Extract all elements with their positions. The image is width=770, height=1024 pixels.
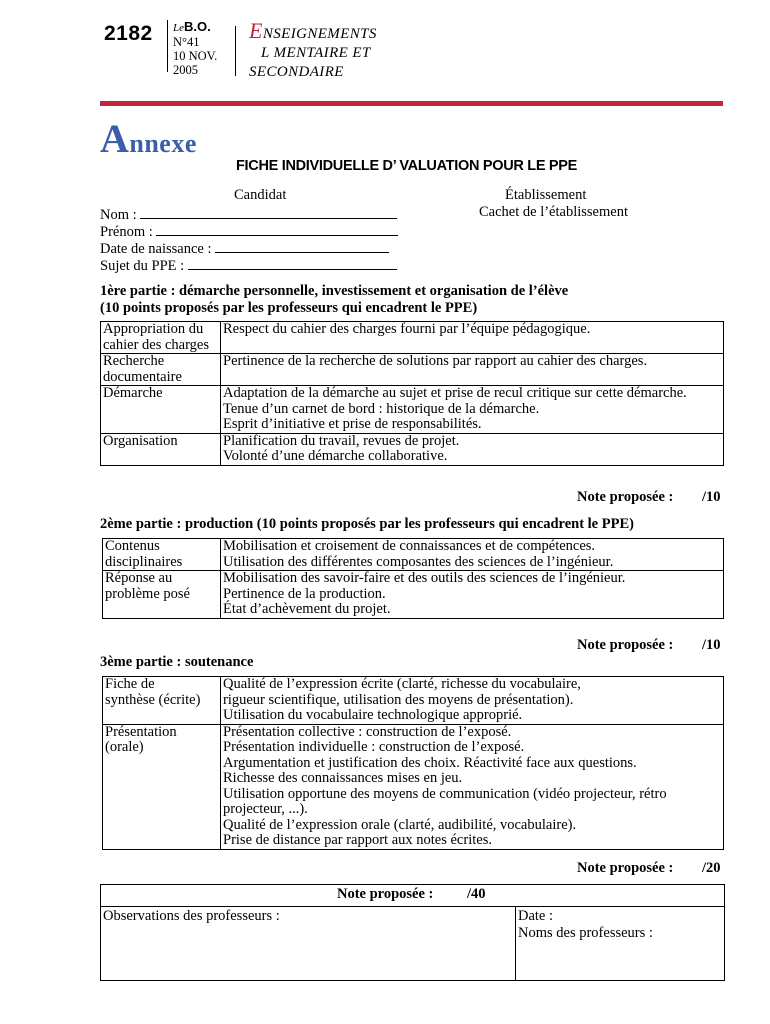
header-divider-2 bbox=[235, 26, 236, 76]
table-row bbox=[103, 539, 724, 571]
table-row bbox=[101, 354, 724, 386]
table-row bbox=[101, 386, 724, 434]
part1-note-label: Note proposée : bbox=[577, 489, 674, 505]
annexe-rest: nnexe bbox=[129, 129, 197, 158]
field-sujet-line[interactable] bbox=[188, 256, 397, 270]
criterion-label: Fiche de synthèse (écrite) bbox=[103, 677, 221, 725]
field-prenom-line[interactable] bbox=[156, 222, 398, 236]
observations-label: Observations des professeurs : bbox=[103, 908, 280, 924]
part3-table bbox=[102, 676, 724, 850]
table-row bbox=[101, 433, 724, 465]
annexe-heading bbox=[100, 116, 197, 161]
criterion-text: Adaptation de la démarche au sujet et prise de recul critique sur cette démarche. Tenue d’un carnet de bord : historique de la démarche. Esprit d’initiative et prise de responsabilités. bbox=[221, 386, 724, 434]
bulletin-year: 2005 bbox=[173, 63, 198, 77]
table-row bbox=[103, 677, 724, 725]
table-row bbox=[101, 322, 724, 354]
table-row bbox=[103, 724, 724, 849]
field-nom-label: Nom : bbox=[100, 207, 137, 223]
final-assessment-box bbox=[100, 884, 725, 981]
final-box-column-divider bbox=[515, 906, 516, 980]
part3-note-label: Note proposée : bbox=[577, 860, 674, 876]
part1-title: 1ère partie : démarche personnelle, investissement et organisation de l’élève bbox=[100, 283, 569, 299]
criterion-label: Présentation (orale) bbox=[103, 724, 221, 849]
part1-subtitle: (10 points proposés par les professeurs qui encadrent le PPE) bbox=[100, 300, 478, 316]
bulletin-name: B.O. bbox=[184, 19, 211, 34]
criterion-text: Respect du cahier des charges fourni par l’équipe pédagogique. bbox=[221, 322, 724, 354]
part1-table bbox=[100, 321, 724, 466]
criterion-text: Mobilisation et croisement de connaissances et de compétences. Utilisation des différentes composantes des sciences de l’ingénieur. bbox=[221, 539, 724, 571]
part2-note-label: Note proposée : bbox=[577, 637, 674, 653]
final-note-max: /40 bbox=[467, 886, 486, 902]
criterion-text: Mobilisation des savoir-faire et des outils des sciences de l’ingénieur. Pertinence de la production. État d’achèvement du projet. bbox=[221, 571, 724, 619]
criterion-text: Présentation collective : construction de l’exposé. Présentation individuelle : construction de l’exposé. Argumentation et justification des choix. Réactivité face aux questions. Richesse des connaissances mises en jeu. Utilisation opportune des moyens de communication (vidéo projecteur, rétro projecteur, ...). Qualité de l’expression orale (clarté, audibilité, vocabulaire). Prise de distance par rapport aux notes écrites. bbox=[221, 724, 724, 849]
annexe-initial: A bbox=[100, 116, 130, 161]
section-line-3: SECONDAIRE bbox=[249, 64, 344, 80]
establishment-stamp: Cachet de l’établissement bbox=[479, 204, 628, 220]
candidate-heading: Candidat bbox=[234, 187, 287, 203]
part2-title: 2ème partie : production (10 points proposés par les professeurs qui encadrent le PPE) bbox=[100, 516, 634, 532]
header-divider bbox=[167, 20, 168, 72]
field-nom-line[interactable] bbox=[140, 205, 397, 219]
section-line-1: NSEIGNEMENTS bbox=[262, 26, 377, 42]
field-sujet-label: Sujet du PPE : bbox=[100, 258, 185, 274]
criterion-label: Organisation bbox=[101, 433, 221, 465]
part2-note-max: /10 bbox=[702, 637, 721, 653]
issue-number: 2182 bbox=[104, 22, 153, 45]
section-initial: E bbox=[249, 18, 263, 43]
criterion-label: Appropriation du cahier des charges bbox=[101, 322, 221, 354]
criterion-text: Planification du travail, revues de projet. Volonté d’une démarche collaborative. bbox=[221, 433, 724, 465]
bulletin-prefix: Le bbox=[173, 22, 184, 34]
field-prenom-label: Prénom : bbox=[100, 224, 153, 240]
field-sujet bbox=[100, 256, 397, 275]
part3-title: 3ème partie : soutenance bbox=[100, 654, 254, 670]
section-line-2: L MENTAIRE ET bbox=[261, 45, 371, 61]
bulletin-reference bbox=[173, 20, 217, 77]
bulletin-number: N°41 bbox=[173, 35, 200, 49]
criterion-text: Pertinence de la recherche de solutions par rapport au cahier des charges. bbox=[221, 354, 724, 386]
document-title: FICHE INDIVIDUELLE D’ VALUATION POUR LE PPE bbox=[236, 158, 578, 174]
part1-note-max: /10 bbox=[702, 489, 721, 505]
section-heading bbox=[249, 18, 377, 82]
table-row bbox=[103, 571, 724, 619]
criterion-label: Recherche documentaire bbox=[101, 354, 221, 386]
criterion-text: Qualité de l’expression écrite (clarté, richesse du vocabulaire, rigueur scientifique, utilisation des moyens de présentation). Utilisation du vocabulaire technologique approprié. bbox=[221, 677, 724, 725]
field-date-line[interactable] bbox=[215, 239, 389, 253]
part2-table bbox=[102, 538, 724, 619]
bulletin-date: 10 NOV. bbox=[173, 49, 218, 63]
final-box-divider bbox=[101, 906, 724, 907]
header-rule bbox=[100, 101, 723, 106]
teachers-names-label: Noms des professeurs : bbox=[518, 925, 653, 941]
criterion-label: Démarche bbox=[101, 386, 221, 434]
criterion-label: Contenus disciplinaires bbox=[103, 539, 221, 571]
final-note-label: Note proposée : bbox=[337, 886, 434, 902]
part3-note-max: /20 bbox=[702, 860, 721, 876]
field-date-label: Date de naissance : bbox=[100, 241, 212, 257]
criterion-label: Réponse au problème posé bbox=[103, 571, 221, 619]
date-label: Date : bbox=[518, 908, 554, 924]
establishment-heading: Établissement bbox=[505, 187, 587, 203]
